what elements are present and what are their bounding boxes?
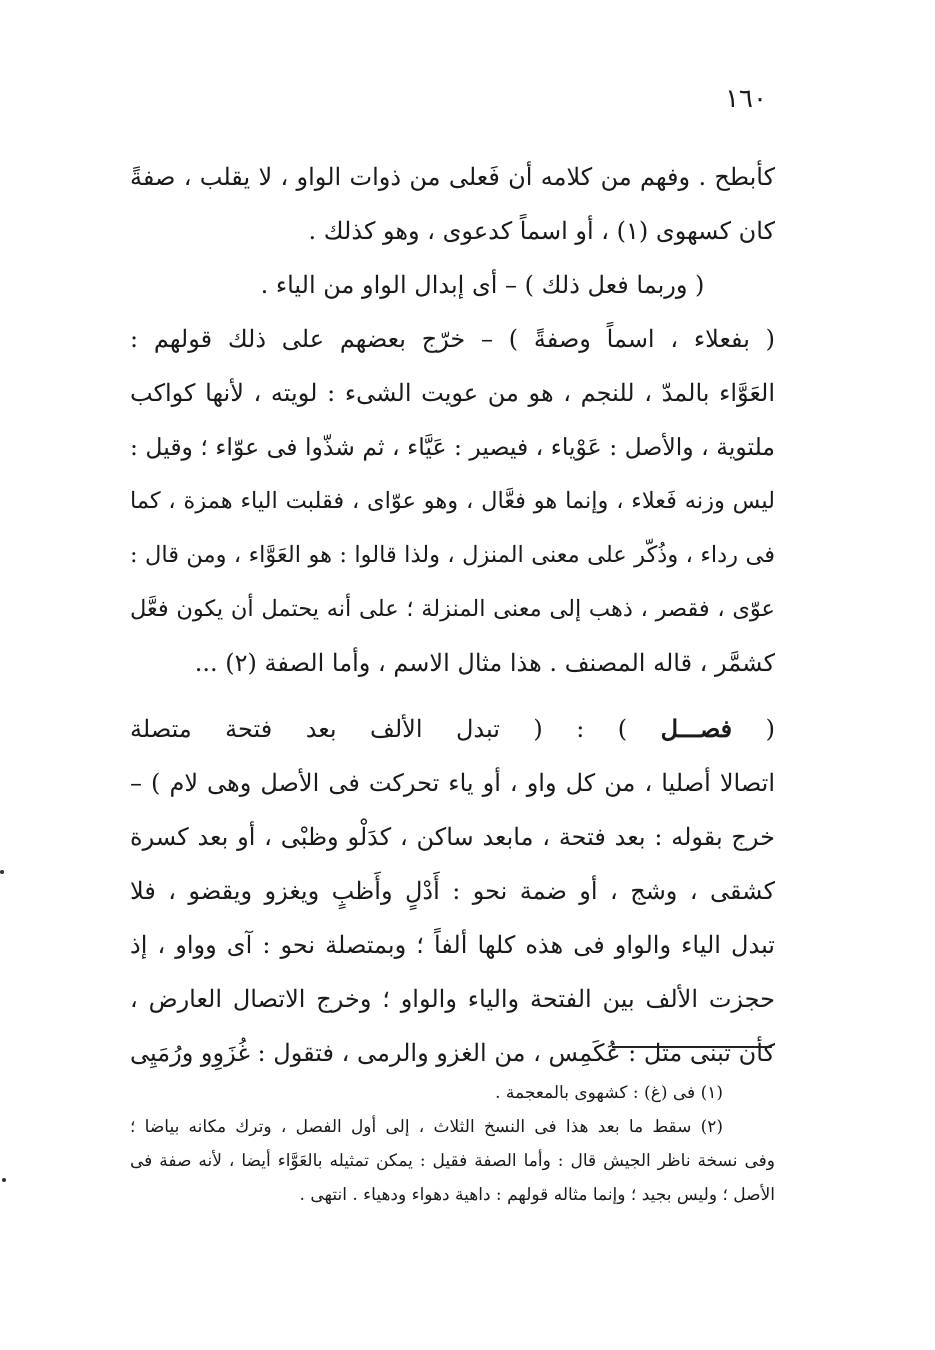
- footnote-2-line: (٢) سقط ما بعد هذا فى النسخ الثلاث ، إلى أول الفصل ، وترك مكانه بياضا ؛: [130, 1117, 723, 1137]
- text-line: حجزت الألف بين الفتحة والياء والواو ؛ وخرج الاتصال العارض ،: [130, 985, 775, 1013]
- section-heading-line: [130, 702, 775, 756]
- text-line: كأن تبنى مثل : عُكَمِس ، من الغزو والرمى ، فتقول : غُزَوِو ورُمَيِى: [130, 1039, 775, 1067]
- footnote-2-line: الأصل ؛ وليس بجيد ؛ وإنما مثاله قولهم : داهية دهواء ودهياء . انتهى .: [299, 1185, 775, 1205]
- text-line: ( بفعلاء ، اسماً وصفةً ) – خرّج بعضهم على ذلك قولهم :: [130, 325, 775, 353]
- section-heading-rest: ) : ( تبدل الألف بعد فتحة متصلة: [130, 715, 628, 743]
- footnote-1: (١) فى (غ) : كشهوى بالمعجمة .: [495, 1083, 723, 1103]
- footnote-separator: [612, 1046, 772, 1048]
- text-line: كشقى ، وشج ، أو ضمة نحو : أَدْلٍ وأَظبٍ ويغزو ويقضو ، فلا: [130, 877, 775, 905]
- main-text: [130, 150, 775, 1080]
- text-line: ليس وزنه فَعلاء ، وإنما هو فعَّال ، وهو عوّاى ، فقلبت الياء همزة ، كما: [130, 488, 775, 514]
- text-line: ( وربما فعل ذلك ) – أى إبدال الواو من الياء .: [260, 271, 705, 299]
- text-line: ملتوية ، والأصل : عَوْياء ، فيصير : عَيَّاء ، ثم شذّوا فى عوّاء ؛ وقيل :: [130, 433, 775, 461]
- text-line: اتصالا أصليا ، من كل واو ، أو ياء تحركت فى الأصل وهى لام ) –: [130, 769, 775, 797]
- page-number: ١٦٠: [725, 84, 767, 114]
- section-spacer: [130, 690, 775, 702]
- text-line: عوّى ، فقصر ، ذهب إلى معنى المنزلة ؛ على أنه يحتمل أن يكون فعَّل: [130, 596, 775, 622]
- section-heading: فصـــل: [660, 714, 733, 743]
- text-line: تبدل الياء والواو فى هذه كلها ألفاً ؛ وبمتصلة نحو : آى وواو ، إذ: [130, 931, 775, 959]
- scan-speck: [0, 870, 4, 874]
- text-line: العَوَّاء بالمدّ ، للنجم ، هو من عويت الشىء : لويته ، لأنها كواكب: [130, 379, 775, 407]
- footnotes: [130, 1076, 775, 1212]
- text-line: خرج بقوله : بعد فتحة ، مابعد ساكن ، كدَلْو وظبْى ، أو بعد كسرة: [130, 823, 775, 851]
- text-line: كأبطح . وفهم من كلامه أن فَعلى من ذوات الواو ، لا يقلب ، صفةً: [130, 163, 775, 191]
- footnote-2-line: وفى نسخة ناظر الجيش قال : وأما الصفة فقيل : يمكن تمثيله بالعَوَّاء أيضا ، لأنه صفة فى: [130, 1151, 775, 1171]
- text-line: كشمَّر ، قاله المصنف . هذا مثال الاسم ، وأما الصفة (٢) ...: [194, 649, 775, 677]
- text-line: فى رداء ، وذُكّر على معنى المنزل ، ولذا قالوا : هو العَوَّاء ، ومن قال :: [130, 542, 775, 568]
- section-open-paren: (: [765, 715, 775, 743]
- scan-speck: [2, 1178, 6, 1182]
- text-line: كان كسهوى (١) ، أو اسماً كدعوى ، وهو كذلك .: [308, 217, 775, 245]
